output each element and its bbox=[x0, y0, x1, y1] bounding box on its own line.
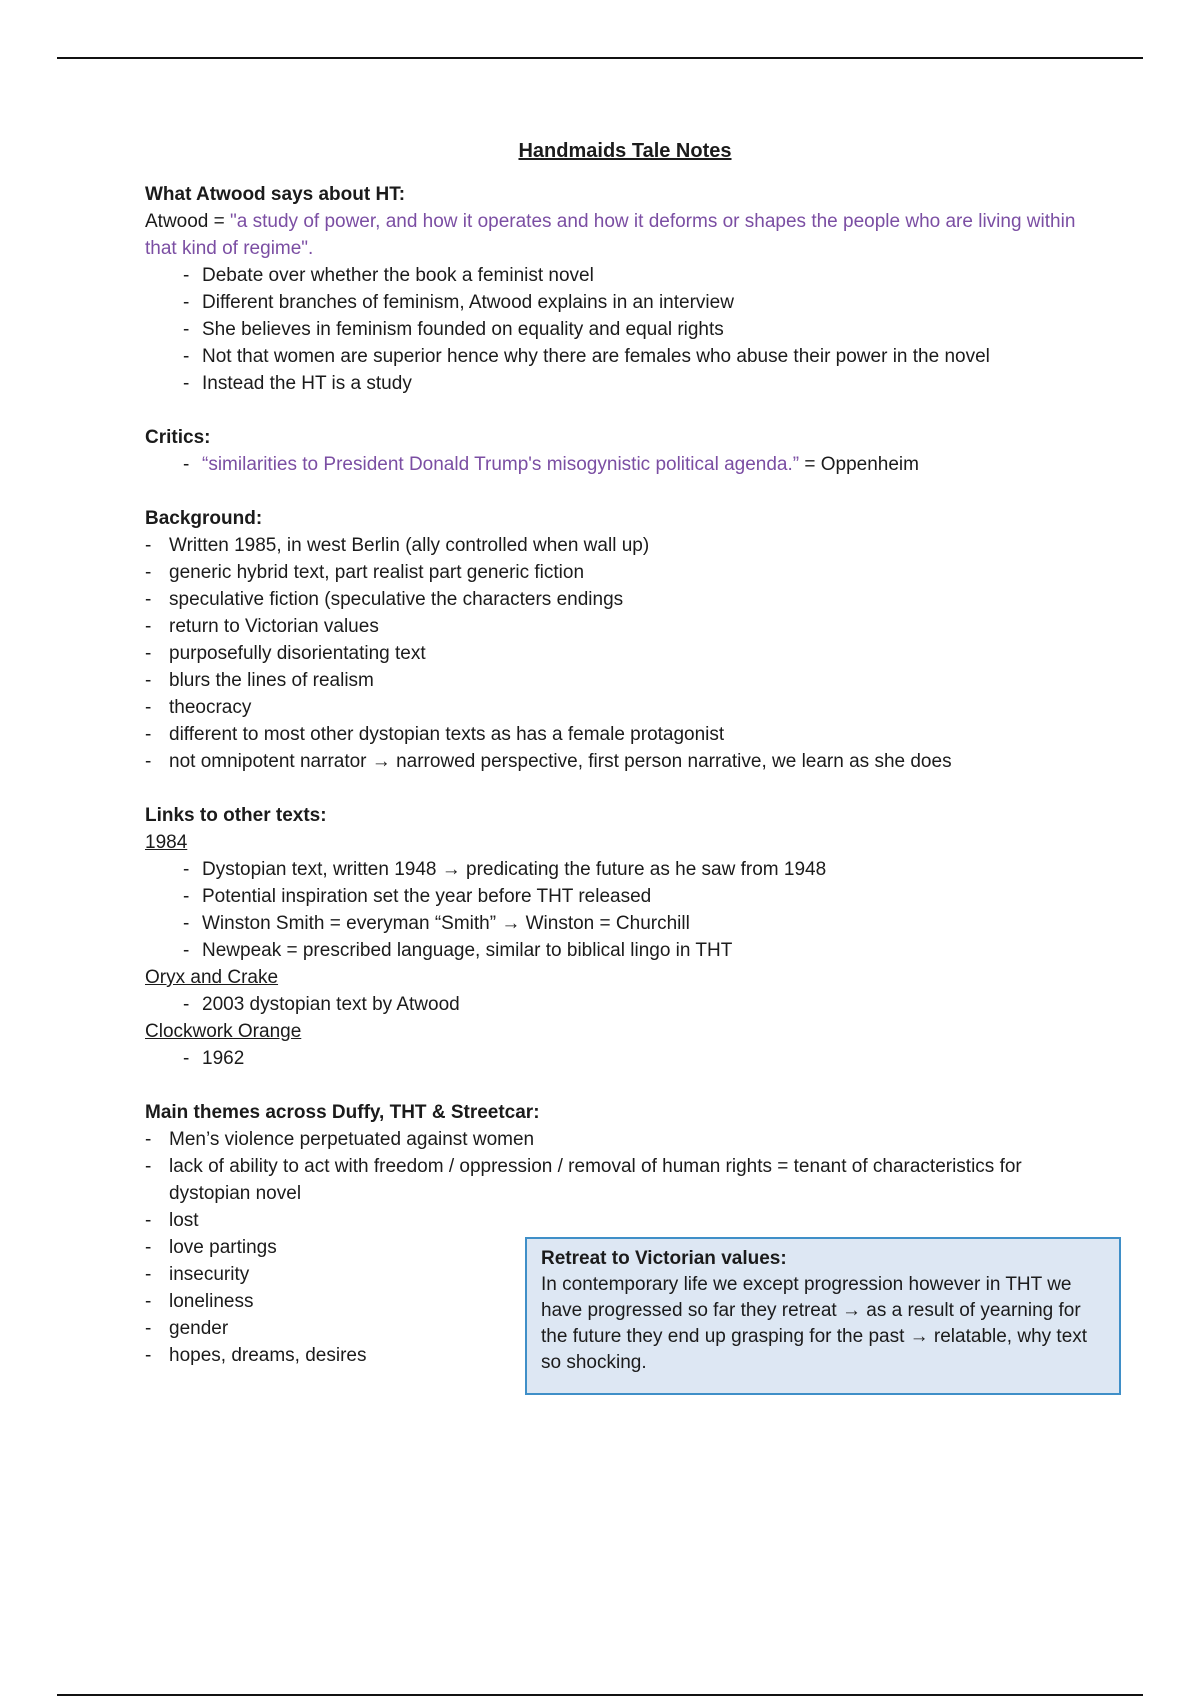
page-title: Handmaids Tale Notes bbox=[518, 140, 732, 162]
list-item: - speculative fiction (speculative the characters endings bbox=[145, 586, 1105, 613]
book-oryx-bullet-list bbox=[145, 991, 1105, 1018]
list-item: - Instead the HT is a study bbox=[145, 370, 1105, 397]
book-clockwork-bullet-list bbox=[145, 1045, 1105, 1072]
list-item: - Written 1985, in west Berlin (ally controlled when wall up) bbox=[145, 532, 1105, 559]
background-section bbox=[145, 505, 1105, 775]
notes-page bbox=[145, 140, 1105, 1396]
list-item: - Different branches of feminism, Atwood explains in an interview bbox=[145, 289, 1105, 316]
book-title-clockwork-orange: Clockwork Orange bbox=[145, 1021, 302, 1042]
list-item: - lack of ability to act with freedom / oppression / removal of human rights = tenant of characteristics for dystopian novel bbox=[145, 1153, 1099, 1207]
list-item: - generic hybrid text, part realist part generic fiction bbox=[145, 559, 1105, 586]
list-item: - return to Victorian values bbox=[145, 613, 1105, 640]
links-section bbox=[145, 802, 1105, 1072]
critics-attribution: = Oppenheim bbox=[799, 454, 919, 475]
list-item: - She believes in feminism founded on equality and equal rights bbox=[145, 316, 1105, 343]
atwood-bullet-list bbox=[145, 262, 1105, 397]
list-item bbox=[145, 451, 1105, 478]
list-item: - purposefully disorientating text bbox=[145, 640, 1105, 667]
book-title-1984: 1984 bbox=[145, 832, 188, 853]
list-item: - hopes, dreams, desires bbox=[145, 1342, 1105, 1369]
critics-section bbox=[145, 424, 1105, 478]
atwood-quote: "a study of power, and how it operates and how it deforms or shapes the people who are living within that kind of regime". bbox=[145, 211, 1076, 259]
links-heading: Links to other texts: bbox=[145, 805, 327, 826]
atwood-section bbox=[145, 181, 1105, 397]
list-item: - blurs the lines of realism bbox=[145, 667, 1105, 694]
list-item: - love partings bbox=[145, 1234, 1105, 1261]
bottom-rule bbox=[57, 1694, 1143, 1696]
critics-bullet-list bbox=[145, 451, 1105, 478]
themes-heading: Main themes across Duffy, THT & Streetcar: bbox=[145, 1102, 540, 1123]
critics-quote: “similarities to President Donald Trump's misogynistic political agenda.” bbox=[202, 454, 800, 475]
list-item: - insecurity bbox=[145, 1261, 1105, 1288]
atwood-quote-paragraph bbox=[145, 208, 1105, 262]
list-item: - Winston Smith = everyman “Smith” → Winston = Churchill bbox=[145, 910, 1105, 937]
list-item: - Newpeak = prescribed language, similar to biblical lingo in THT bbox=[145, 937, 1105, 964]
callout-text: In contemporary life we except progression however in THT we have progressed so far they retreat → as a result of yearning for the future they end up grasping for the past → relatable, why text so shocking. bbox=[541, 1274, 1088, 1373]
list-item: - different to most other dystopian texts as has a female protagonist bbox=[145, 721, 1105, 748]
list-item: - Men’s violence perpetuated against women bbox=[145, 1126, 1105, 1153]
callout-heading: Retreat to Victorian values: bbox=[541, 1248, 787, 1269]
list-item: - gender bbox=[145, 1315, 1105, 1342]
list-item: - theocracy bbox=[145, 694, 1105, 721]
background-heading: Background: bbox=[145, 508, 263, 529]
book-title-oryx-and-crake: Oryx and Crake bbox=[145, 967, 279, 988]
list-item: - 1962 bbox=[145, 1045, 1105, 1072]
callout-box bbox=[525, 1237, 1121, 1395]
top-rule bbox=[57, 57, 1143, 59]
atwood-heading: What Atwood says about HT: bbox=[145, 184, 406, 205]
list-item: - lost bbox=[145, 1207, 1105, 1234]
list-item: - Dystopian text, written 1948 → predicating the future as he saw from 1948 bbox=[145, 856, 1105, 883]
list-item: - not omnipotent narrator → narrowed perspective, first person narrative, we learn as she does bbox=[145, 748, 1105, 775]
background-bullet-list bbox=[145, 532, 1105, 775]
list-item: - Potential inspiration set the year before THT released bbox=[145, 883, 1105, 910]
critics-heading: Critics: bbox=[145, 427, 211, 448]
list-item: - loneliness bbox=[145, 1288, 1105, 1315]
list-item: - Not that women are superior hence why there are females who abuse their power in the novel bbox=[145, 343, 1105, 370]
list-item: - 2003 dystopian text by Atwood bbox=[145, 991, 1105, 1018]
list-item: - Debate over whether the book a feminist novel bbox=[145, 262, 1105, 289]
atwood-quote-prefix: Atwood = bbox=[145, 211, 231, 232]
book-1984-bullet-list bbox=[145, 856, 1105, 964]
